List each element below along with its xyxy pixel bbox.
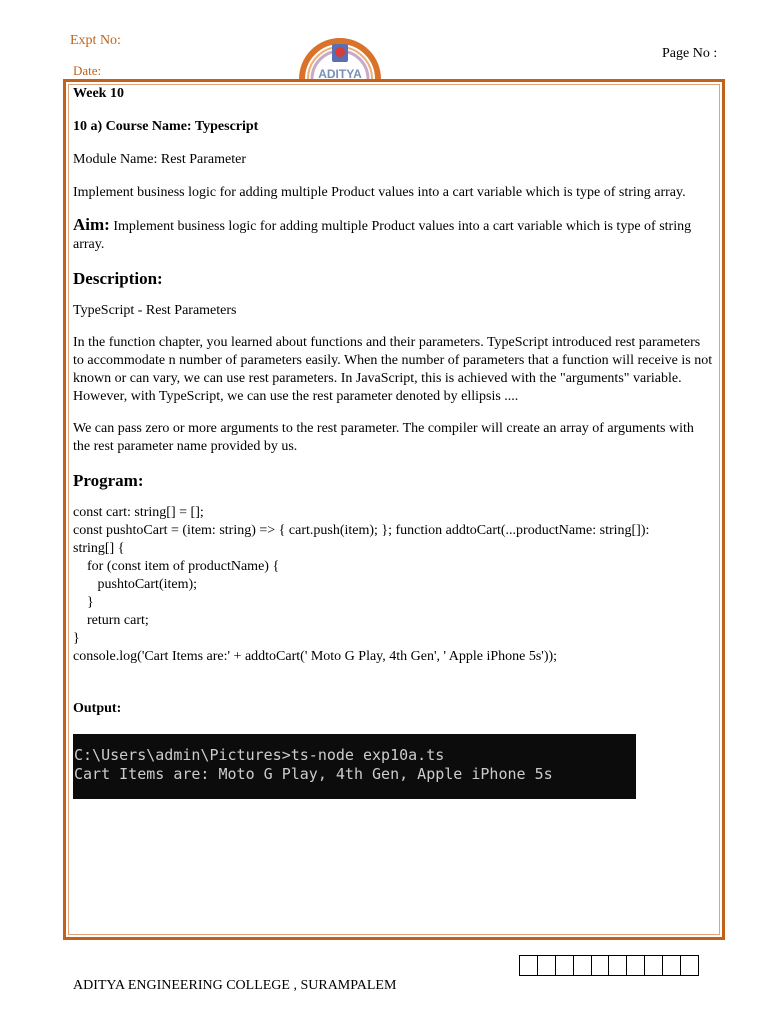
logo-lettering: ADITYA xyxy=(318,67,362,79)
page-no-label: Page No : xyxy=(662,46,718,61)
week-title: Week 10 xyxy=(73,86,124,101)
college-logo xyxy=(298,35,382,79)
expt-no-label: Expt No: xyxy=(70,33,121,48)
output-heading: Output: xyxy=(73,701,122,716)
task-statement: Implement business logic for adding multiple Product values into a cart variable which is type of string array. xyxy=(73,185,686,200)
roll-box xyxy=(609,955,627,976)
description-heading: Description: xyxy=(73,269,163,288)
program-code: const cart: string[] = []; const pushtoCart = (item: string) => { cart.push(item); }; function addtoCart(...productName: string[]): string[] { for (const item of productName) { pushtoCart(item); } return cart; } console.log('Cart Items are:' + addtoCart(' Moto G Play, 4th Gen', ' Apple iPhone 5s')); xyxy=(73,505,650,664)
roll-box xyxy=(681,955,699,976)
course-name: 10 a) Course Name: Typescript xyxy=(73,119,259,134)
roll-box xyxy=(538,955,556,976)
college-footer: ADITYA ENGINEERING COLLEGE , SURAMPALEM xyxy=(73,978,397,993)
terminal-line-result: Cart Items are: Moto G Play, 4th Gen, Apple iPhone 5s xyxy=(74,765,553,783)
date-label: Date: xyxy=(73,63,102,78)
roll-box xyxy=(627,955,645,976)
roll-box xyxy=(663,955,681,976)
aim-paragraph xyxy=(73,216,713,254)
description-paragraph-2: We can pass zero or more arguments to the rest parameter. The compiler will create an array of arguments with the rest parameter name provided by us. xyxy=(73,421,694,454)
aim-label: Aim: xyxy=(73,215,110,234)
roll-box xyxy=(592,955,610,976)
roll-box xyxy=(520,955,538,976)
description-subtitle: TypeScript - Rest Parameters xyxy=(73,303,237,318)
terminal-output xyxy=(73,734,636,799)
terminal-line-command: C:\Users\admin\Pictures>ts-node exp10a.ts xyxy=(74,746,445,764)
roll-number-boxes xyxy=(519,955,699,976)
roll-box xyxy=(645,955,663,976)
document-body xyxy=(73,85,713,799)
roll-box xyxy=(556,955,574,976)
program-heading: Program: xyxy=(73,471,144,490)
aim-text: Implement business logic for adding multiple Product values into a cart variable which is type of string array. xyxy=(73,219,692,252)
description-paragraph-1: In the function chapter, you learned about functions and their parameters. TypeScript introduced rest parameters to accommodate n number of parameters easily. When the number of parameters that a function will receive is not known or can vary, we can use rest parameters. In JavaScript, this is achieved with the "arguments" variable. However, with TypeScript, we can use the rest parameter denoted by ellipsis .... xyxy=(73,335,713,404)
roll-box xyxy=(574,955,592,976)
module-name: Module Name: Rest Parameter xyxy=(73,152,247,167)
